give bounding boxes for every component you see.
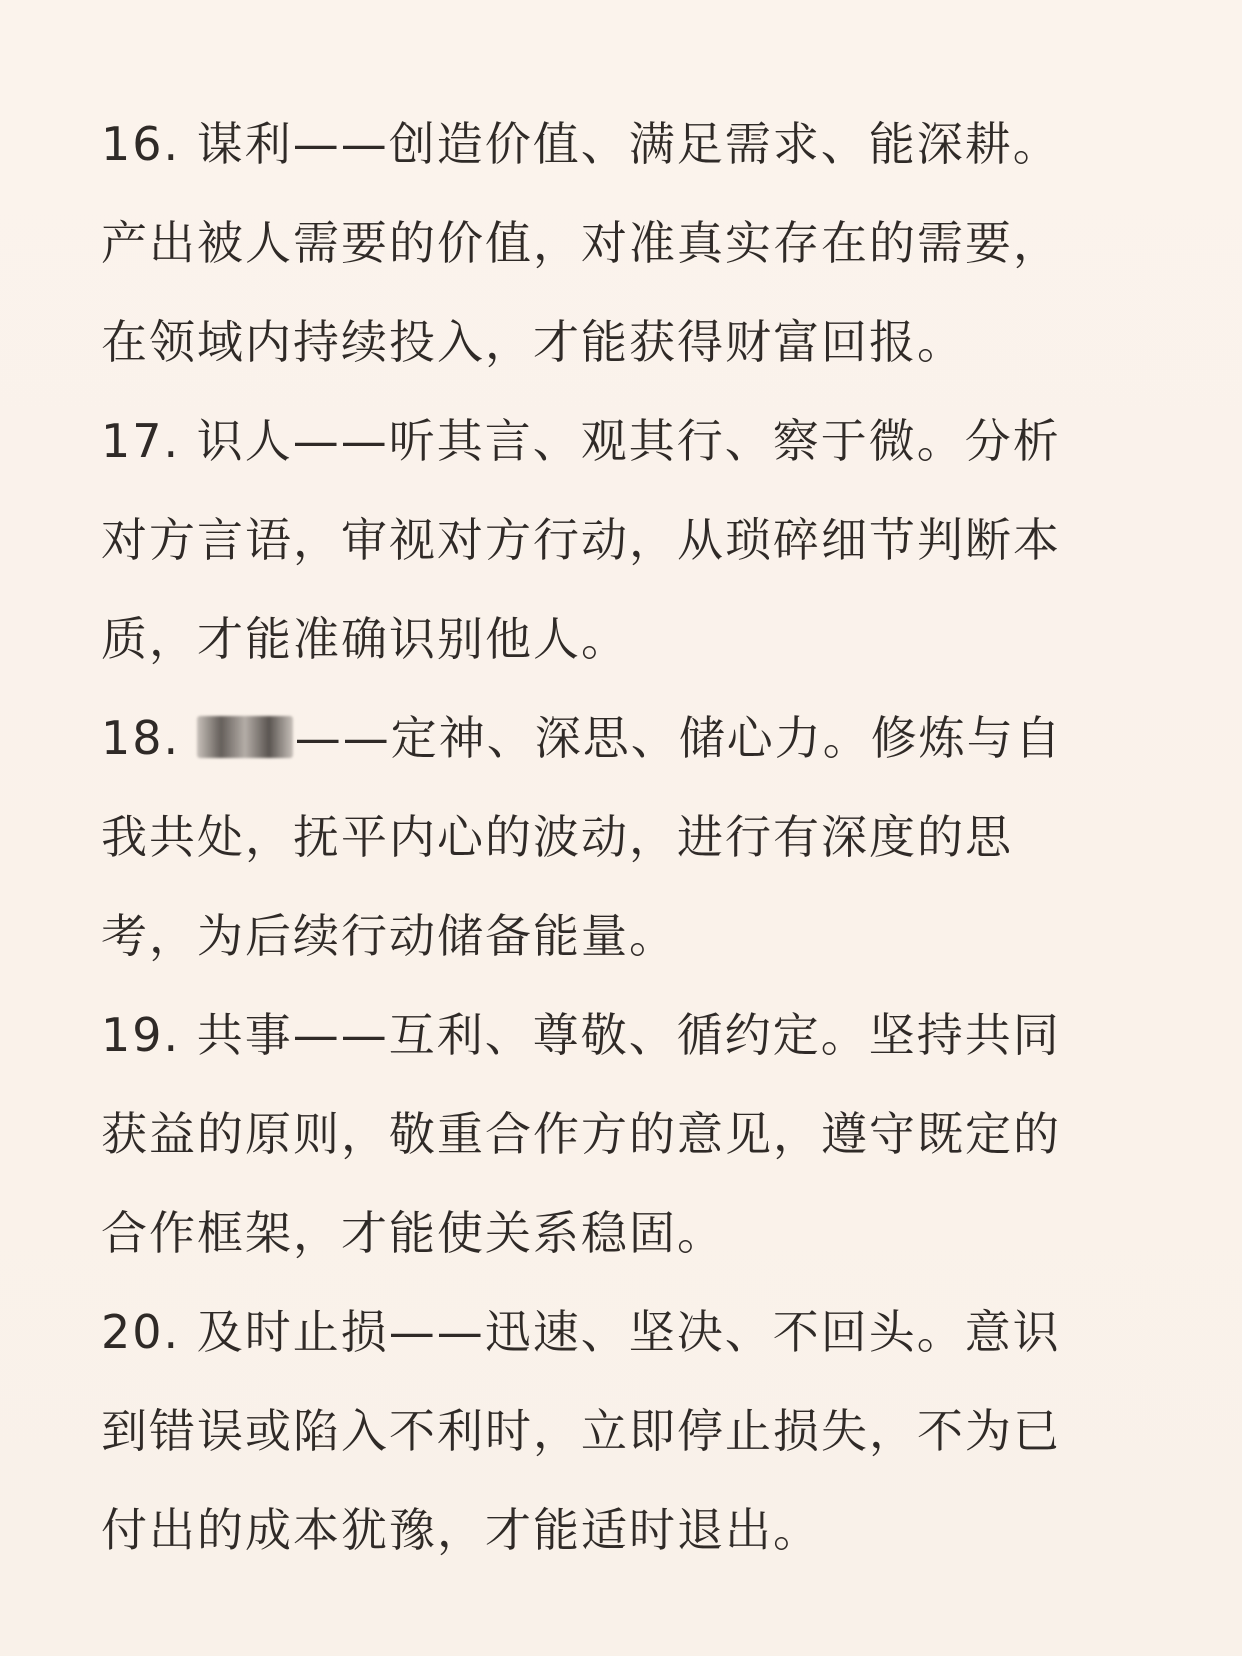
text-line: 产出被人需要的价值，对准真实存在的需要， — [101, 216, 1061, 270]
text-line: 16. 谋利——创造价值、满足需求、能深耕。 — [101, 117, 1061, 171]
text-line: 考，为后续行动储备能量。 — [101, 909, 677, 963]
blurred-word — [197, 716, 293, 758]
item-18-text: ——定神、深思、储心力。修炼与自 — [294, 711, 1063, 765]
text-line: 19. 共事——互利、尊敬、循约定。坚持共同 — [101, 1008, 1061, 1062]
text-line: 合作框架，才能使关系稳固。 — [101, 1206, 725, 1260]
text-line: 获益的原则，敬重合作方的意见，遵守既定的 — [101, 1107, 1061, 1161]
text-line: 在领域内持续投入，才能获得财富回报。 — [101, 315, 965, 369]
item-18-prefix: 18. — [101, 711, 197, 765]
text-line: 质，才能准确识别他人。 — [101, 612, 629, 666]
text-line: 我共处，抚平内心的波动，进行有深度的思 — [101, 810, 1013, 864]
article-body — [101, 95, 1151, 1580]
text-line: 17. 识人——听其言、观其行、察于微。分析 — [101, 414, 1061, 468]
text-line: 到错误或陷入不利时，立即停止损失，不为已 — [101, 1404, 1061, 1458]
text-line: 对方言语，审视对方行动，从琐碎细节判断本 — [101, 513, 1061, 567]
text-line-item-18 — [101, 689, 1151, 788]
text-line: 20. 及时止损——迅速、坚决、不回头。意识 — [101, 1305, 1061, 1359]
text-line: 付出的成本犹豫，才能适时退出。 — [101, 1503, 821, 1557]
